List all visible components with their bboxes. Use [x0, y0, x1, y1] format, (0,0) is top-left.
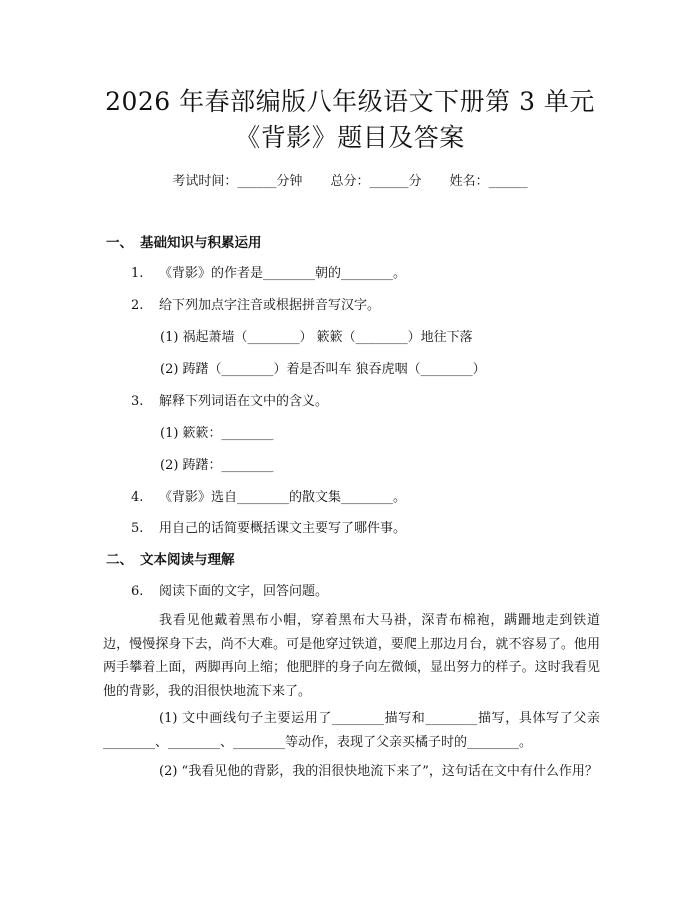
section-2-number: 二、 [106, 552, 133, 568]
section-1-heading [106, 231, 262, 251]
section-2-title: 文本阅读与理解 [140, 552, 235, 568]
question-1-number: 1. [131, 266, 144, 281]
question-3-number: 3. [131, 394, 144, 409]
question-4-text: 《背影》选自________的散文集________。 [159, 490, 407, 505]
question-3-text: 解释下列词语在文中的含义。 [159, 394, 329, 409]
reading-passage: 我看见他戴着黑布小帽，穿着黑布大马褂，深青布棉袍，蹒跚地走到铁道边，慢慢探身下去，尚不大难。可是他穿过铁道，要爬上那边月台，就不容易了。他用两手攀着上面，两脚再向上缩；他肥胖的身子向左微倾，显出努力的样子。这时我看见他的背影，我的泪很快地流下来了。 [103, 613, 600, 699]
question-1-text: 《背影》的作者是________朝的________。 [159, 266, 407, 281]
question-6 [131, 580, 328, 599]
question-6-sub-1: (1) 文中画线句子主要运用了________描写和________描写，具体写了父亲________、________、________等动作，表现了父亲买橘子时的________。 [103, 711, 600, 750]
question-2-number: 2. [131, 298, 144, 313]
question-3 [131, 390, 328, 409]
question-4 [131, 486, 406, 505]
question-2-sub-2: (2) 踌躇（________）着是否叫车 狼吞虎咽（________） [160, 362, 486, 377]
question-2-text: 给下列加点字注音或根据拼音写汉字。 [159, 298, 381, 313]
question-6-sub-2: (2) “我看见他的背影，我的泪很快地流下来了”，这句话在文中有什么作用？ [159, 764, 598, 779]
page-title-line2: 《背影》题目及答案 [235, 123, 465, 152]
total-score-field: 总分：______分 [330, 174, 422, 189]
question-5-text: 用自己的话简要概括课文主要写了哪件事。 [159, 521, 407, 536]
page-title-line1: 2026 年春部编版八年级语文下册第 3 单元 [105, 87, 595, 116]
question-4-number: 4. [131, 490, 144, 505]
exam-time-field: 考试时间：______分钟 [172, 174, 303, 189]
student-name-field: 姓名：______ [449, 174, 528, 189]
section-1-title: 基础知识与积累运用 [140, 235, 262, 251]
question-5-number: 5. [131, 521, 144, 536]
exam-info-row [0, 170, 700, 189]
question-5 [131, 517, 406, 536]
question-3-sub-2: (2) 踌躇：________ [160, 458, 274, 473]
section-1-number: 一、 [106, 235, 133, 251]
question-6-number: 6. [131, 584, 144, 599]
section-2-heading [106, 548, 235, 568]
question-2-sub-1: (1) 祸起萧墙（________） 簌簌（________）地往下落 [160, 330, 473, 345]
question-2 [131, 294, 380, 313]
question-6-text: 阅读下面的文字，回答问题。 [159, 584, 329, 599]
question-1 [131, 262, 406, 281]
question-3-sub-1: (1) 簌簌：________ [160, 426, 274, 441]
